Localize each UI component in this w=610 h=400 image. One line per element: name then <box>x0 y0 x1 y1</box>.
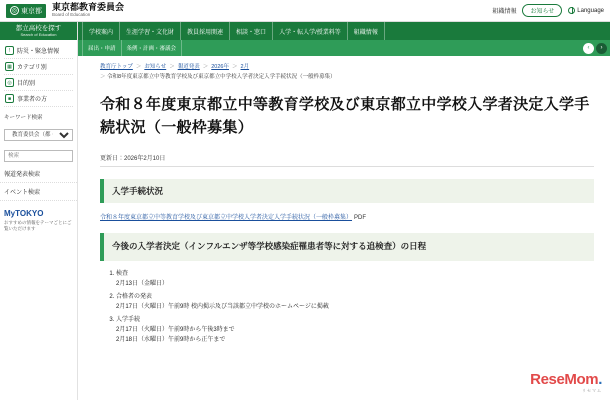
updated-date: 更新日：2026年2月10日 <box>100 156 166 162</box>
breadcrumb-separator: ＞ <box>202 64 209 70</box>
breadcrumb-item-year[interactable]: 2026年 <box>211 64 229 70</box>
breadcrumb-item-month[interactable]: 2月 <box>240 64 250 70</box>
sidebar-item-business[interactable] <box>4 91 73 107</box>
organization-name: 東京都教育委員会 <box>52 2 125 13</box>
watermark-brand-text: ReseMom <box>530 371 599 388</box>
target-icon: ◎ <box>5 78 14 87</box>
sidebar <box>0 22 78 400</box>
sidebar-link-event-search[interactable]: イベント検索 <box>0 183 77 201</box>
watermark-brand <box>530 371 602 388</box>
sidebar-title-sub: Search of Education <box>20 31 57 37</box>
nav-item-teacher-recruitment[interactable]: 教員採用関連 <box>181 22 230 40</box>
header-org-link[interactable]: 組織情報 <box>492 9 517 15</box>
watermark-brand-dot: . <box>598 371 602 388</box>
mytokyo-block[interactable] <box>0 201 77 233</box>
breadcrumb-item-top[interactable]: 教育庁トップ <box>100 64 133 70</box>
mytokyo-title: MyTOKYO <box>4 208 44 218</box>
nav-item-organization[interactable]: 組織情報 <box>348 22 385 40</box>
tokyo-logo[interactable] <box>6 4 46 18</box>
section-heading-status: 入学手続状況 <box>100 179 594 203</box>
list-item <box>116 270 594 289</box>
sidebar-item-label: カテゴリ別 <box>17 64 47 71</box>
search-input[interactable] <box>4 150 73 162</box>
pdf-format-tag: PDF <box>354 215 367 221</box>
category-icon: ▦ <box>5 62 14 71</box>
header-utility-area <box>492 4 610 17</box>
alert-icon: ! <box>5 46 14 55</box>
nav-item-lifelong-learning[interactable]: 生涯学習・文化財 <box>120 22 181 40</box>
keyword-search-box <box>0 123 77 165</box>
watermark-subtext: リセマム <box>582 388 602 393</box>
schedule-item-detail: 2月17日（火曜日）午前9時 校内掲示及び当該都立中学校のホームページに掲載 <box>116 303 329 310</box>
tokyo-logo-label: 東京都 <box>21 7 42 15</box>
subnav-item-applications[interactable]: 届出・申請 <box>82 40 122 56</box>
breadcrumb-separator-current: ＞ <box>100 74 106 80</box>
breadcrumb-separator: ＞ <box>135 64 142 70</box>
business-icon: ■ <box>5 94 14 103</box>
organization-subtitle: Board of Education <box>52 11 91 17</box>
list-item <box>116 293 594 312</box>
nav-item-admission[interactable]: 入学・転入学/授業料等 <box>273 22 348 40</box>
schedule-item-detail: 2月17日（火曜日）午前9時から午後3時まで <box>116 326 235 333</box>
subnav-item-ordinances[interactable]: 条例・計画・審議会 <box>122 40 183 56</box>
pdf-link-row <box>100 212 594 221</box>
nav-item-school-guide[interactable]: 学校案内 <box>82 22 120 40</box>
subnav-arrow-group <box>583 43 610 54</box>
pdf-document-link[interactable]: 令和８年度東京都立中等教育学校及び東京都立中学校入学者決定入学手続状況（一般枠募集） <box>100 215 353 221</box>
schedule-item-detail: 2月13日（金曜日） <box>116 280 169 287</box>
nav-item-consultation[interactable]: 相談・窓口 <box>230 22 273 40</box>
sidebar-item-label: 防災・緊急情報 <box>17 48 60 55</box>
divider <box>100 166 594 167</box>
global-navigation <box>78 22 610 40</box>
sidebar-item-label: 事業者の方 <box>17 96 48 103</box>
schedule-item-detail-2: 2月18日（水曜日）午前9時から正午まで <box>116 336 226 343</box>
breadcrumb-current-label: 令和8年度東京都立中等教育学校及び東京都立中学校入学者決定入学手続状況（一般枠募集） <box>107 74 336 80</box>
section-heading-schedule: 今後の入学者決定（インフルエンザ等学校感染症罹患者等に対する追検査）の日程 <box>100 233 594 261</box>
sidebar-title-label: 都立高校を探す <box>15 25 62 32</box>
page-title: 令和８年度東京都立中等教育学校及び東京都立中学校入学者決定入学手続状況（一般枠募集） <box>100 96 590 136</box>
sidebar-item-purpose[interactable] <box>4 75 73 91</box>
chevron-left-icon[interactable]: ‹ <box>583 43 594 54</box>
news-button[interactable]: お知らせ <box>522 4 562 17</box>
breadcrumb-item-press[interactable]: 報道発表 <box>177 64 200 70</box>
site-header <box>0 0 610 22</box>
sidebar-item-emergency[interactable] <box>4 43 73 59</box>
schedule-item-label: 検査 <box>116 270 129 277</box>
keyword-search-label: キーワード検索 <box>4 114 43 121</box>
breadcrumb-current <box>100 72 594 80</box>
mytokyo-description: おすすめの情報をテーマごとにご覧いただけます <box>4 219 72 231</box>
sidebar-item-list <box>0 40 77 107</box>
breadcrumb-separator: ＞ <box>232 64 238 70</box>
sidebar-title[interactable] <box>0 22 77 40</box>
language-switcher[interactable] <box>568 7 604 14</box>
schedule-item-label: 合格者の発表 <box>116 293 153 300</box>
sub-navigation <box>78 40 610 56</box>
chevron-right-icon[interactable]: › <box>596 43 607 54</box>
language-label: Language <box>577 7 604 14</box>
main-content <box>78 56 610 400</box>
globe-icon <box>568 7 575 14</box>
breadcrumb-separator: ＞ <box>169 64 175 70</box>
sidebar-item-label: 目的別 <box>17 80 36 87</box>
breadcrumb-item-news[interactable]: お知らせ <box>144 64 167 70</box>
sidebar-item-category[interactable] <box>4 59 73 75</box>
schedule-list <box>116 270 594 345</box>
keyword-scope-select[interactable] <box>4 129 73 141</box>
schedule-item-label: 入学手続 <box>116 316 141 323</box>
breadcrumb <box>100 62 594 70</box>
watermark <box>530 371 602 394</box>
organization-block <box>52 3 124 18</box>
tokyo-mark-icon: ◎ <box>11 7 18 14</box>
list-item <box>116 316 594 345</box>
sidebar-link-press-release[interactable]: 報道発表検索 <box>0 165 77 183</box>
